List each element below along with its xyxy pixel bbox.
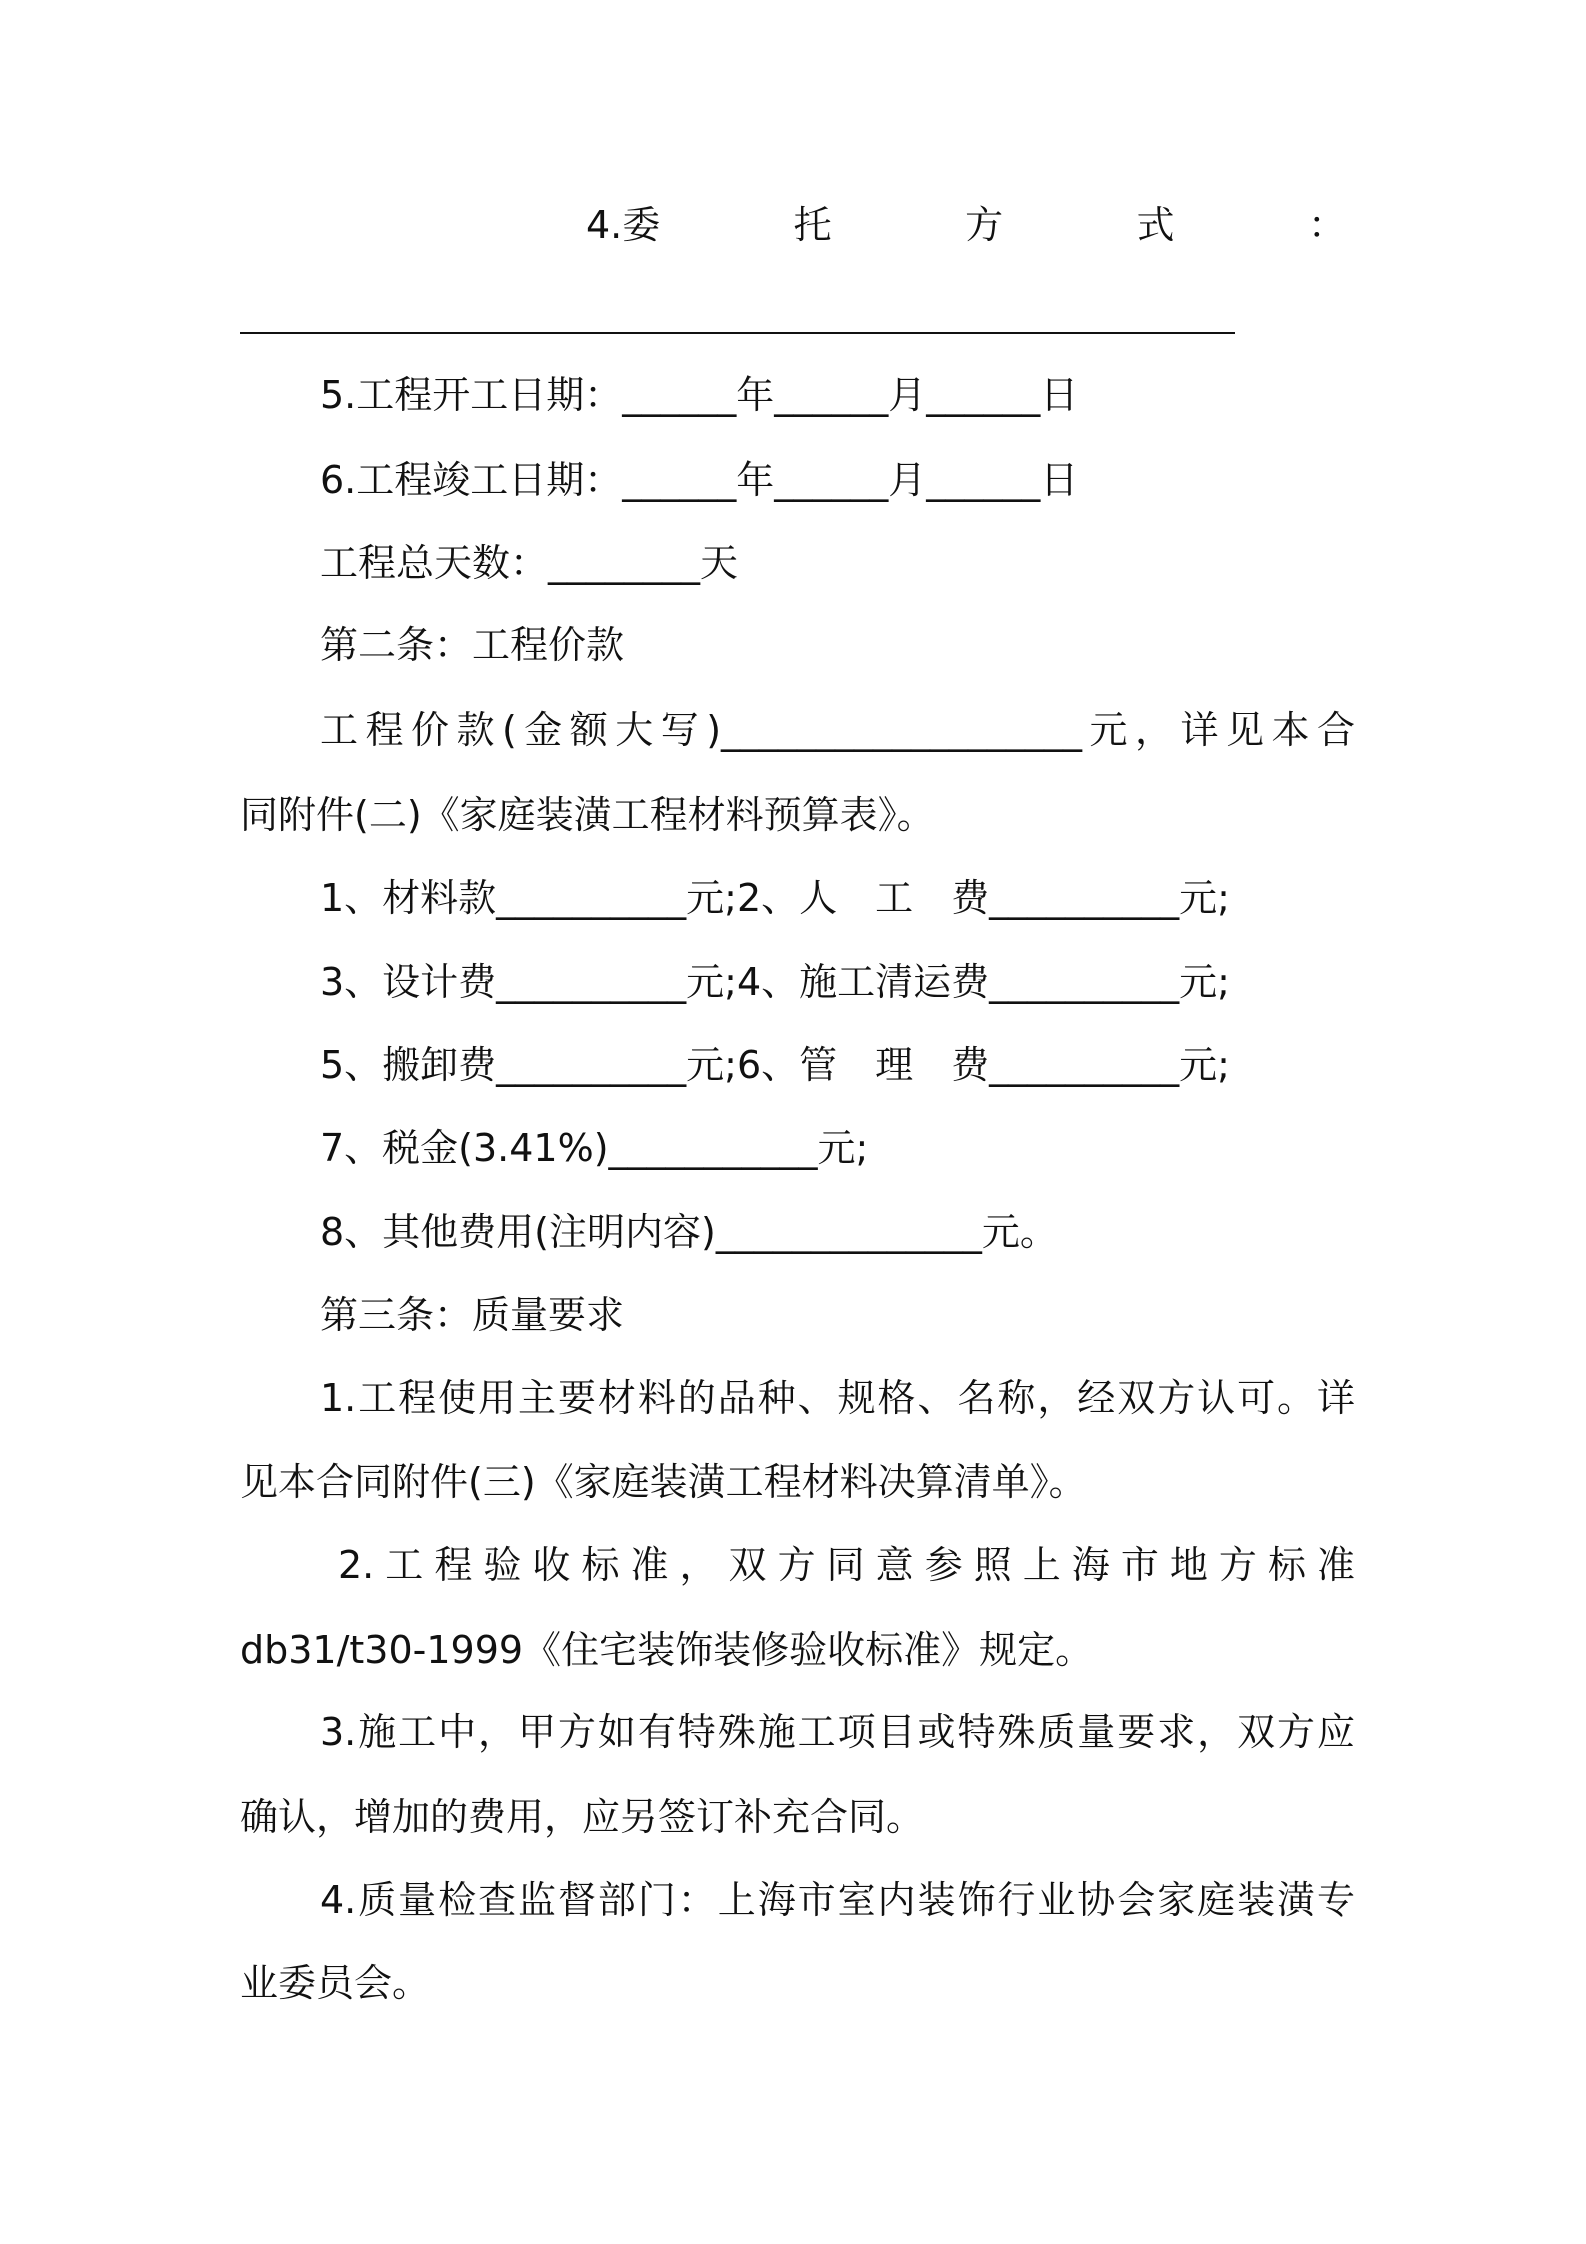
other-fees-line: 8、其他费用(注明内容)______________元。 bbox=[320, 1210, 1058, 1254]
quality-4-line-2: 业委员会。 bbox=[240, 1961, 431, 2005]
quality-2-line-2: db31/t30-1999《住宅装饰装修验收标准》规定。 bbox=[240, 1628, 1094, 1672]
quality-4-line-1: 4.质量检查监督部门：上海市室内装饰行业协会家庭装潢专 bbox=[320, 1878, 1355, 1922]
entrust-method-heading bbox=[586, 200, 1346, 250]
start-date-line: 5.工程开工日期：______年______月______日 bbox=[320, 373, 1079, 417]
heading-char: ： bbox=[1307, 203, 1346, 247]
heading-char: 式 bbox=[1136, 203, 1175, 247]
total-days-line: 工程总天数：________天 bbox=[320, 541, 739, 585]
fill-in-blank-line bbox=[240, 332, 1235, 334]
quality-1-line-1: 1.工程使用主要材料的品种、规格、名称，经双方认可。详 bbox=[320, 1376, 1355, 1420]
quality-3-line-2: 确认，增加的费用，应另签订补充合同。 bbox=[240, 1795, 925, 1839]
heading-char: 4.委 bbox=[586, 203, 661, 247]
quality-1-line-2: 见本合同附件(三)《家庭装潢工程材料决算清单》。 bbox=[240, 1460, 1087, 1504]
heading-char: 方 bbox=[965, 203, 1004, 247]
price-line-1: 工程价款(金额大写)___________________元，详见本合 bbox=[320, 708, 1355, 752]
tax-line: 7、税金(3.41%)___________元; bbox=[320, 1126, 869, 1170]
article-3-heading: 第三条：质量要求 bbox=[320, 1293, 625, 1337]
price-line-2: 同附件(二)《家庭装潢工程材料预算表》。 bbox=[240, 793, 935, 837]
article-2-heading: 第二条：工程价款 bbox=[320, 623, 625, 667]
end-date-line: 6.工程竣工日期：______年______月______日 bbox=[320, 458, 1079, 502]
fee-line-3: 5、搬卸费__________元;6、管 理 费__________元; bbox=[320, 1043, 1230, 1087]
fee-line-2: 3、设计费__________元;4、施工清运费__________元; bbox=[320, 960, 1230, 1004]
quality-3-line-1: 3.施工中，甲方如有特殊施工项目或特殊质量要求，双方应 bbox=[320, 1710, 1355, 1754]
quality-2-line-1: 2.工程验收标准，双方同意参照上海市地方标准 bbox=[338, 1543, 1355, 1587]
fee-line-1: 1、材料款__________元;2、人 工 费__________元; bbox=[320, 876, 1230, 920]
heading-char: 托 bbox=[793, 203, 832, 247]
